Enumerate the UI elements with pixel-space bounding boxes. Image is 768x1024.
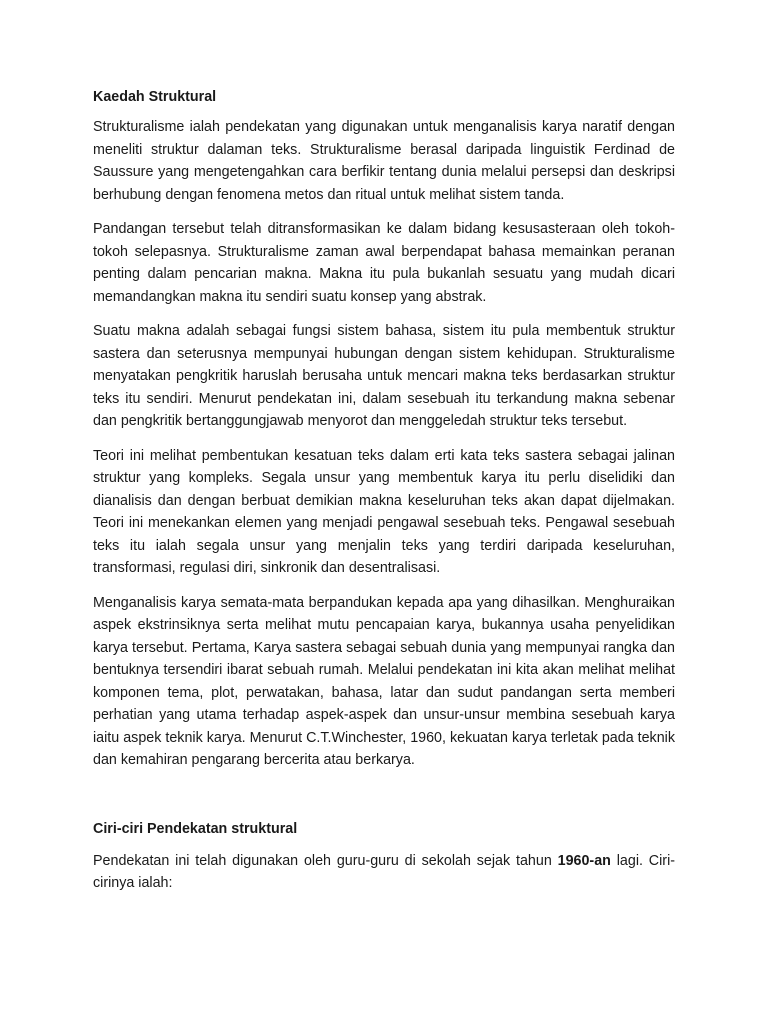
intro-text-end: lagi. Ciri-cirinya ialah: <box>93 852 676 891</box>
paragraph-1: Strukturalisme ialah pendekatan yang digunakan untuk menganalisis karya naratif dengan meneliti struktur dalaman teks. Strukturalisme berasal daripada linguistik Ferdinad de Saussure yang mengetengahkan cara berfikir tentang dunia melalui persepsi dan deskripsi berhubung dengan fenomena metos dan ritual untuk melihat sistem tanda. <box>93 119 675 203</box>
section-heading-kaedah-struktural: Kaedah Struktural <box>93 89 217 105</box>
paragraph-2: Pandangan tersebut telah ditransformasikan ke dalam bidang kesusasteraan oleh tokoh-tokoh selepasnya. Strukturalisme zaman awal berpendapat bahasa memainkan peranan penting dalam pencarian makna. Makna itu pula bukanlah sesuatu yang mudah dicari memandangkan makna itu sendiri suatu konsep yang abstrak. <box>93 221 675 305</box>
intro-text-year: 1960-an <box>557 852 611 869</box>
paragraph-4: Teori ini melihat pembentukan kesatuan teks dalam erti kata teks sastera sebagai jalinan struktur yang kompleks. Segala unsur yang membentuk karya itu perlu diselidiki dan dianalisis dan dengan berbuat demikian makna keseluruhan teks akan dapat dijelmakan. Teori ini menekankan elemen yang menjadi pengawal sesebuah teks. Pengawal sesebuah teks itu ialah segala unsur yang menjalin teks yang terdiri daripada keseluruhan, transformasi, regulasi diri, sinkronik dan desentralisasi. <box>93 447 675 576</box>
paragraph-ciri-ciri-intro <box>93 850 675 895</box>
paragraph-3: Suatu makna adalah sebagai fungsi sistem bahasa, sistem itu pula membentuk struktur sastera dan seterusnya mempunyai hubungan dengan sistem kehidupan. Strukturalisme menyatakan pengkritik haruslah berusaha untuk mencari makna teks berdasarkan struktur teks itu sendiri. Menurut pendekatan ini, dalam sesebuah itu terkandung makna sebenar dan pengkritik bertanggungjawab menyorot dan menggeledah struktur teks tersebut. <box>93 323 675 429</box>
intro-text-start: Pendekatan ini telah digunakan oleh guru-guru di sekolah sejak tahun <box>93 852 558 869</box>
section-heading-ciri-ciri: Ciri-ciri Pendekatan struktural <box>93 820 298 837</box>
paragraph-5: Menganalisis karya semata-mata berpandukan kepada apa yang dihasilkan. Menghuraikan aspek ekstrinsiknya serta melihat mutu pencapaian karya, bukannya usaha penyelidikan karya tersebut. Pertama, Karya sastera sebagai sebuah dunia yang mempunyai rangka dan bentuknya tersendiri ibarat sebuah rumah. Melalui pendekatan ini kita akan melihat melihat komponen tema, plot, perwatakan, bahasa, latar dan sudut pandangan serta memberi perhatian yang utama terhadap aspek-aspek dan unsur-unsur membina sesebuah karya iaitu aspek teknik karya. Menurut C.T.Winchester, 1960, kekuatan karya terletak pada teknik dan kemahiran pengarang bercerita atau berkarya. <box>93 594 675 768</box>
